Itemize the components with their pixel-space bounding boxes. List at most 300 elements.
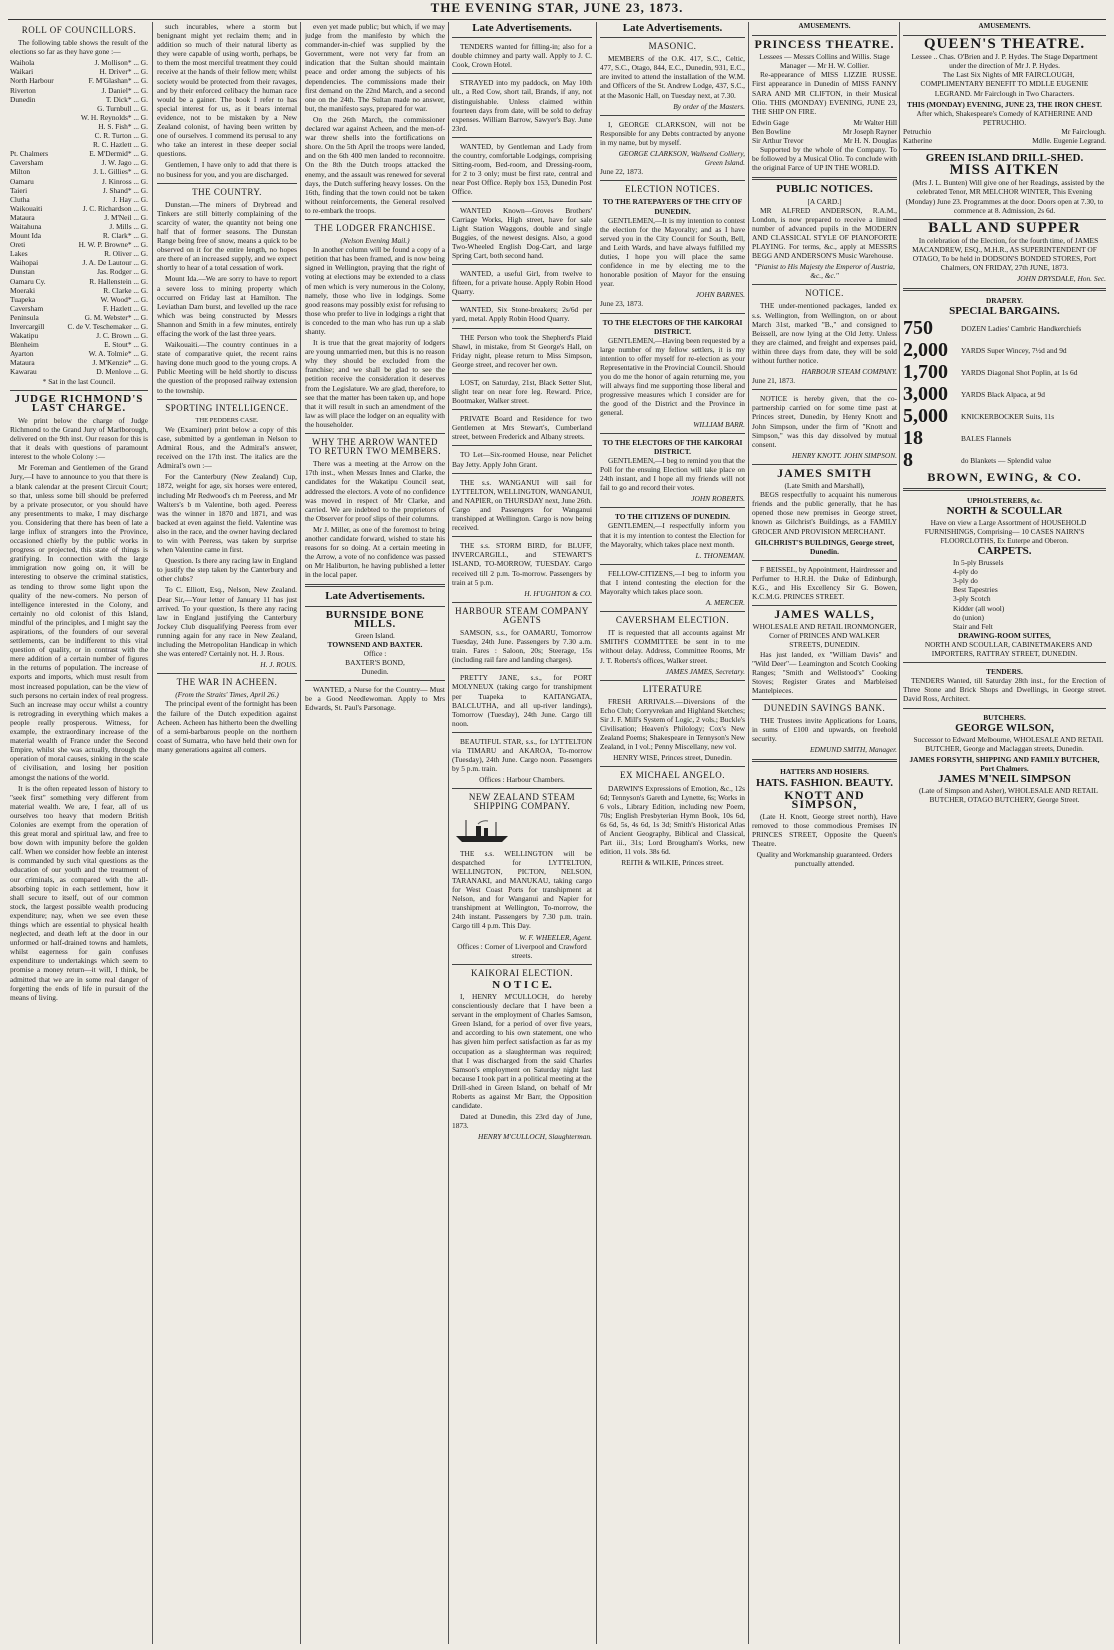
special-heading: SPECIAL BARGAINS. <box>949 305 1060 318</box>
roll-row <box>10 167 148 176</box>
roll-row <box>10 86 148 95</box>
roll-footnote: * Sat in the last Council. <box>42 376 116 386</box>
cast-row <box>903 127 1106 136</box>
divider <box>752 464 897 465</box>
bookseller: HENRY WISE, Princes street, Dunedin. <box>613 753 732 763</box>
divider <box>903 288 1106 291</box>
nz-steam-heading: NEW ZEALAND STEAM SHIPPING COMPANY. <box>468 792 576 812</box>
cast-row <box>752 136 897 145</box>
knott-heading: KNOTT AND SIMPSON, <box>784 787 865 811</box>
divider <box>600 313 745 314</box>
roll-name: H. Driver* ... G. <box>99 67 148 77</box>
walls-heading: JAMES WALLS, <box>774 607 875 622</box>
roll-place: Waihola <box>10 58 35 68</box>
roll-place: Ayarton <box>10 349 34 359</box>
roll-name: J. C. Richardson ... G. <box>82 203 148 213</box>
caversham-signature: JAMES JAMES, Secretary. <box>665 666 745 676</box>
notice-body: GENTLEMEN,—Having been requested by a large number of my fellow settlers, it is my intention to offer myself for re-election as your Representative in the Provincial Council. Should you do me the honor of again returning me, you will always find me supporting those liberal and progressive measures which I consider are for the good of the District and the Province in general. <box>600 335 745 418</box>
roll-name: G. Turnbull ... G. <box>97 103 148 113</box>
roll-row <box>10 349 148 358</box>
roll-name: J. A. De Lautour ... G. <box>82 258 148 268</box>
carpet-item: Kidder (all wool) <box>953 603 1005 613</box>
suites-heading: DRAWING-ROOM SUITES, <box>958 630 1051 640</box>
ns-heading: NORTH & SCOULLAR <box>946 504 1063 517</box>
roll-place: Waitahuna <box>10 221 42 231</box>
roll-name: R. C. Hazlett ... G. <box>92 140 148 150</box>
carpets-heading: CARPETS. <box>977 545 1032 557</box>
cast-role: Sir Arthur Trevor <box>752 136 804 146</box>
divider <box>752 699 897 700</box>
burnside-heading: BURNSIDE BONE MILLS. <box>325 608 425 630</box>
ns-tail: NORTH AND SCOULLAR, CABINETMAKERS AND IMPORTERS, RATTRAY STREET, DUNEDIN. <box>924 639 1093 659</box>
public-notices-heading: PUBLIC NOTICES. <box>776 183 873 196</box>
princess-body: Re-appearance of MISS LIZZIE RUSSE. First appearance in Dunedin of MISS FANNY SARA AND MR CLIFTON, in their Musical Olio. THIS (MONDAY) EVENING, JUNE 23, THE SHIP ON FIRE. <box>752 70 897 116</box>
cast-actor: Mdlle. Eugenie Legrand. <box>1032 136 1106 146</box>
roll-place: Dunstan <box>10 267 35 277</box>
bank-signature: EDMUND SMITH, Manager. <box>809 745 897 755</box>
divider <box>752 284 897 285</box>
column-7 <box>903 22 1106 1644</box>
roll-place: Wakatipu <box>10 331 39 341</box>
tenders-body: TENDERS Wanted, till Saturday 28th inst., for the Erection of Three Stone and Brick Shops and Dwellings, in George street. David Ross, Architect. <box>903 676 1106 704</box>
bank-heading: DUNEDIN SAVINGS BANK. <box>763 703 886 713</box>
divider <box>157 673 297 674</box>
roll-row <box>10 240 148 249</box>
wilson-heading: GEORGE WILSON, <box>955 721 1054 734</box>
masonic-signature: By order of the Masters. <box>673 101 745 111</box>
divider <box>305 433 445 434</box>
divider <box>903 149 1106 150</box>
roll-name: J. Kinross ... G. <box>102 176 148 186</box>
queens-play: THIS (MONDAY) EVENING, JUNE 23, THE IRON CHEST. <box>907 99 1102 109</box>
queens-cast <box>903 127 1106 145</box>
bargain-row <box>903 318 1106 338</box>
roll-name: R. Clark* ... G. <box>102 231 148 241</box>
lodger-source: (Nelson Evening Mail.) <box>340 236 410 246</box>
roll-place: Riverton <box>10 85 36 95</box>
roll-row <box>10 131 148 140</box>
carpet-item: Stair and Felt <box>953 621 993 631</box>
divider <box>10 390 148 391</box>
amusements-heading: AMUSEMENTS. <box>798 22 851 30</box>
sporting-para: We (Examiner) print below a copy of this case, submitted by a gentleman in Nelson to Admiral Rous, and the Admiral's answer, received on the 17th inst. The italics are the Admiral's own :— <box>157 424 297 471</box>
ns-body: Have on view a Large Assortment of HOUSEHOLD FURNISHINGS, Comprising— 10 CASES NAIRN'S FLOORCLOTHS, Ex Euterpe and Oberon. <box>924 517 1087 545</box>
bargain-row <box>903 362 1106 382</box>
notice-body: GENTLEMEN,—It is my intention to contest the election for the Mayoralty; and as I have served you in the City Council for South, Bell, and Leith Wards, and have always fulfilled my duties, I hope you will place the same confidence in me by electing me to the honorable position of Mayor for the ensuing year. <box>600 215 745 289</box>
roll-name: C. de V. Teschemaker ... G. <box>67 322 148 331</box>
roll-name: J. Mollison* ... G. <box>94 58 148 68</box>
sporting-subtitle: THE PEDDERS CASE. <box>195 416 259 424</box>
bargain-text: YARDS Super Wincey, 7½d and 9d <box>961 345 1067 355</box>
roll-row <box>10 195 148 204</box>
cast-role: Katherine <box>903 136 933 146</box>
divider <box>305 219 445 220</box>
divider <box>452 602 592 603</box>
harbour-offices: Offices : Harbour Chambers. <box>479 775 565 785</box>
roll-row <box>10 149 148 158</box>
roll-row <box>10 231 148 240</box>
classified-ad: THE s.s. WANGANUI will sail for LYTTELTON, WELLINGTON, WANGANUI, and NAPIER, on THURSDAY next, June 26th. Cargo and Passengers for Wanganui transhipped at Wellington. Cargo is now being received. <box>452 477 592 533</box>
divider <box>305 584 445 587</box>
roll-row <box>10 304 148 313</box>
smith-body: BEGS respectfully to acquaint his numerous friends and the public generally, that he has opened those new premises in George street, known as Gilchrist's Buildings, as a FAMILY GROCER AND PROVISION MERCHANT. <box>752 490 897 536</box>
literature-body: FRESH ARRIVALS.—Diversions of the Echo Club; Corryvrekan and Highland Sketches; Sir J. F. Mill's System of Logic, 2 vols.; Buckle's Civilisation; Heaven's Philology; Cox's New Zealand Poems; Shakespeare in Tennyson's New Zealand, in I vol.; Penny Miscellany, new vol. <box>600 696 745 752</box>
lodger-para: It is true that the great majority of lodgers are young unmarried men, but this is no reason why they should be excluded from the franchise; and we shall be glad to see the petition receive the consideration it deserves from the Legislature. We are glad, therefore, to see that the matter has been taken up, and hope that it will result in such an amendment of the law as will place the lodger on an equality with the householder. <box>305 338 445 429</box>
bargain-row <box>903 450 1106 470</box>
roll-place: Waikouaiti <box>10 203 43 213</box>
smith-heading: JAMES SMITH <box>777 465 872 480</box>
cast-role: Ben Bowline <box>752 126 791 136</box>
card-heading: [A CARD.] <box>807 196 842 206</box>
divider <box>752 759 897 762</box>
burnside-line: BAXTER'S BOND, <box>345 658 405 667</box>
divider <box>600 37 745 38</box>
notice-date: June 23, 1873. <box>600 299 644 309</box>
roll-row <box>10 249 148 258</box>
roll-name: F. M'Glashan* ... G. <box>88 76 148 86</box>
roll-name: W. A. Tolmie* ... G. <box>88 349 148 359</box>
sporting-para: For the Canterbury (New Zealand) Cup, 1872, weight for age, six horses were entered, including Mr Redwood's ch m Peeress, and Mr Walters's b m Valentine, both aged. Peeress was the winner in 1870 and 1871, and was backed at even against the field. Valentine was also in the race, and the owner having declared to win with Peeress, was taken by surprise when Valentine came in first. <box>157 472 297 555</box>
bargain-qty: 750 <box>903 317 933 340</box>
divider <box>452 732 592 733</box>
harbour-notice: THE under-mentioned packages, landed ex s.s. Wellington, from Wellington, on or about March 31st, marked "B.," and consigned to Beissell, are now lying at the Old Jetty. Unless they are claimed, and freight and expenses paid, within three days from date, they will be sold without further notice. <box>752 301 897 365</box>
ball-signature: JOHN DRYSDALE, Hon. Sec. <box>1017 274 1106 284</box>
clarkson-body: I, GEORGE CLARKSON, will not be Responsible for any Debts contracted by anyone in my name, but by myself. <box>600 119 745 147</box>
roll-name: R. Oliver ... G. <box>104 249 148 259</box>
roll-place: Lakes <box>10 249 28 259</box>
sporting-signature: H. J. ROUS. <box>260 660 297 670</box>
angelo-body: DARWIN'S Expressions of Emotion, &c., 12s 6d; Tennyson's Gareth and Lynette, 6s; Works in 6 vols., Library Edition, including new Poem, 70s; English Presbyterian Hymn Book, 10s 6d, 6s 6d, 5s, 4s 6d, 1s 3d; Smith's Historical Atlas of Ancient Geography, Biblical and Classical, Part iii., 31s; Lord Brougham's Works, new edition, 11 vols. 38s 6d. <box>600 783 745 857</box>
notice-heading: TO THE ELECTORS OF THE KAIKORAI DISTRICT. <box>602 437 743 456</box>
divider <box>452 536 592 537</box>
bargain-qty: 8 <box>903 449 913 472</box>
roll-row <box>10 277 148 286</box>
roll-place: Waikari <box>10 67 34 77</box>
divider <box>452 473 592 474</box>
gilchrist-buildings: GILCHRIST'S BUILDINGS, George street, Dunedin. <box>754 537 895 556</box>
cast-role: Petruchio <box>903 126 932 136</box>
bookseller: REITH & WILKIE, Princes street. <box>621 858 724 868</box>
classified-ad: TO Let—Six-roomed House, near Pelichet Bay Jetty. Apply John Grant. <box>452 450 592 469</box>
article-para: such incurables, where a storm but benignant might yet reclaim them; and in addition so much of their natural liberty as they were capable of using worth, perhaps, be to them the most merciful treatment they could receive at the hands of their fellow men; whilst society would be protected from their ravages, and by their enforced celibacy the human race would be a gainer. The book I refer to has special interest for us, as it bears internal evidence, not to be mistaken by a New Zealand colonist, of having been written by one of ourselves. I commend its perusal to any who take an interest in these deeper social questions. <box>157 22 297 159</box>
roll-place: Caversham <box>10 303 44 313</box>
caversham-body: IT is requested that all accounts against Mr SMITH'S COMMITTEE be sent in to me without delay. Address, Committee Rooms, Mr J. T. Roberts's offices, Walker street. <box>600 628 745 665</box>
roll-place: Mataura <box>10 212 35 222</box>
notice-body: I, HENRY M'CULLOCH, do hereby conscientiously declare that I have been a servant in the employment of Charles Samson, Green Island, for a period of over five years, and according to his own statement, one who has given him perfect satisfaction as far as my occupation as a slaughterman was required; that I was discharged from the said Charles Samson's employment on Saturday night last because I took part in a political meeting at the Drill-shed in Green Island, on behalf of Mr Roberts as against Mr Barr, the Opposition candidate. <box>452 991 592 1111</box>
roll-row <box>10 295 148 304</box>
cast-row <box>752 118 897 127</box>
queens-after: After which, Shakespeare's Comedy of KATHERINE AND PETRUCHIO. <box>916 108 1093 127</box>
walls-address: Corner of PRINCES AND WALKER STREETS, DUNEDIN. <box>769 631 880 650</box>
war-para: even yet made public; but which, if we may judge from the manifesto by which the commander-in-chief was supplied by the Government, were not very far from an indication that the Sultan should maintain peace and order among the subjects of his dependencies. The commissions made their first demand on the 22nd March, and a second one on the 24th. The Sultan made no answer, but, the manifesto says, prepared for war. <box>305 22 445 113</box>
cast-actor: Mr Joseph Rayner <box>842 126 897 136</box>
roll-name: H. W. P. Browne* ... G. <box>78 240 148 250</box>
divider <box>600 507 745 508</box>
carpet-item: In 5-ply Brussels <box>953 558 1004 568</box>
anderson-body: MR ALFRED ANDERSON, R.A.M., London, is now prepared to receive a limited number of advanced pupils in the MODERN AND CLASSICAL STYLE OF PIANOFORTE PLAYING. For terms, &c., apply at MESSRS BEGG AND ANDERSON'S Music Warehouse. <box>752 205 897 261</box>
wilson-body: Successor to Edward Melbourne, WHOLESALE AND RETAIL BUTCHER, George and Maclaggan streets, Dunedin. <box>913 734 1104 753</box>
notice-date: Dated at Dunedin, this 23rd day of June, 1873. <box>452 1112 592 1131</box>
country-para: Dunstan.—The miners of Drybread and Tinkers are still bitterly complaining of the scarcity of water, the quantity not being one half that of former seasons. The Dunstan Range being free of snow, means a quick to be observed on it for the entire length, no hopes are there of an increased supply, and we expect shortly to hear of a total cessation of work. <box>157 199 297 273</box>
roll-place: Milton <box>10 167 31 177</box>
princess-more: Supported by the whole of the Company. To be followed by a Musical Olio. To conclude with the original Farce of UP IN THE WORLD. <box>752 145 897 173</box>
nz-steam-offices: Offices : Corner of Liverpool and Crawford streets. <box>457 941 587 960</box>
country-para: Mount Ida.—We are sorry to have to report a severe loss to mining property which occurred on Friday last at Hamilton. The Leviathan Dam burst, and levelled up the race which was being constructed by Messrs Shannon and Smith in a few minutes, entirely effacing the work of the last three years. <box>157 274 297 338</box>
brown-ewing: BROWN, EWING, & CO. <box>927 470 1082 485</box>
roll-list <box>10 58 148 376</box>
notice-body: GENTLEMEN,—I respectfully inform you that it is my intention to contest the Election for the Mayoralty, which takes place next month. <box>600 521 745 549</box>
princess-cast <box>752 118 897 145</box>
smith-sub: (Late Smith and Marshall), <box>784 481 865 491</box>
notice-heading: TO THE RATEPAYERS OF THE CITY OF DUNEDIN. <box>602 197 743 216</box>
nurse-ad: WANTED, a Nurse for the Country— Must be a Good Needlewoman. Apply to Mrs Edwards, St. Paul's Parsonage. <box>305 685 445 713</box>
divider <box>305 680 445 681</box>
column-divider <box>300 22 301 1644</box>
aitken-body: (Mrs J. L. Bunten) Will give one of her Readings, assisted by the celebrated Tenor, MR MELCHOR WINTER, This Evening (Monday) June 23. Programmes at the door. Doors open at 7.30, to commence at 8. Admission, 2s 6d. <box>905 178 1105 215</box>
divider <box>752 560 897 561</box>
roll-place: Peninsula <box>10 312 39 322</box>
tenders-heading: TENDERS. <box>986 667 1023 677</box>
column-5 <box>600 22 745 1644</box>
roll-name: J. L. Gillies* ... G. <box>93 167 148 177</box>
divider <box>452 201 592 202</box>
bargain-qty: 2,000 <box>903 339 948 362</box>
divider <box>452 373 592 374</box>
late-ads-heading: Late Advertisements. <box>622 22 723 34</box>
country-title: THE COUNTRY. <box>192 186 262 197</box>
bargain-text: YARDS Diagonal Shot Poplin, at 1s 6d <box>961 367 1078 377</box>
divider <box>305 606 445 607</box>
masonic-body: MEMBERS of the O.K. 417, S.C., Celtic, 477, S.C., Otago, 844, E.C., Dunedin, 931, E.C., are invited to attend the installation of the W.M. and Officers of the St. Andrew Lodge, 437, S.C., at the Masonic Hall, on Tuesday next, at 7.30. <box>600 54 745 100</box>
roll-place: Kawarau <box>10 367 37 377</box>
simpson-body: (Late of Simpson and Asher), WHOLESALE AND RETAIL BUTCHER, OTAGO BUTCHERY, George Street. <box>918 786 1099 805</box>
carpet-item: 4-ply do <box>953 567 978 577</box>
roll-row <box>10 76 148 85</box>
divider <box>452 445 592 446</box>
classified-ad: PRIVATE Board and Residence for two Gentlemen at Mrs Stewart's, Cumberland street, between Frederick and Albany streets. <box>452 414 592 442</box>
cast-actor: Mr Walter Hill <box>853 117 897 127</box>
cast-actor: Mr H. N. Douglas <box>843 136 897 146</box>
bargain-text: YARDS Black Alpaca, at 9d <box>961 389 1045 399</box>
classified-ad: WANTED, a useful Girl, from twelve to fifteen, for a private house. Apply Robin Hood Quarry. <box>452 269 592 297</box>
lodger-title: THE LODGER FRANCHISE. <box>314 222 436 233</box>
roll-place: Oamaru Cy. <box>10 276 46 286</box>
column-divider <box>748 22 749 1644</box>
burnside-line: Green Island. <box>355 630 395 640</box>
roll-name: T. Dick* ... G. <box>105 94 148 104</box>
ball-heading: BALL AND SUPPER <box>928 219 1081 236</box>
aitken-heading: MISS AITKEN <box>949 162 1060 179</box>
roll-row <box>10 258 148 267</box>
divider <box>600 180 745 181</box>
roll-row <box>10 140 148 149</box>
princess-heading: PRINCESS THEATRE. <box>754 37 895 52</box>
war-title: THE WAR IN ACHEEN. <box>176 677 278 688</box>
notice-body: FELLOW-CITIZENS,—I beg to inform you that I intend contesting the election for the Mayoralty which takes place soon. <box>600 568 745 596</box>
divider <box>903 488 1106 491</box>
roll-name: J. Shand* ... G. <box>102 185 148 195</box>
bargain-qty: 3,000 <box>903 383 948 406</box>
bank-body: THE Trustees invite Applications for Loans, in sums of £100 and upwards, on freehold security. <box>752 716 897 744</box>
classified-ad: TENDERS wanted for filling-in; also for a double chimney and party wall. Apply to J. C. Cook, Crown Hotel. <box>452 42 592 70</box>
divider <box>452 37 592 38</box>
roll-place: Mataura <box>10 358 35 368</box>
butchers-heading: BUTCHERS. <box>983 712 1026 722</box>
bargain-row <box>903 406 1106 426</box>
roll-name: J. M'Kenzie* ... G. <box>92 358 148 368</box>
roll-name: J. M'Neil ... G. <box>104 212 148 222</box>
roll-row <box>10 340 148 349</box>
roll-place: Clutha <box>10 194 30 204</box>
roll-place: Blenheim <box>10 340 39 350</box>
cast-row <box>752 127 897 136</box>
caversham-heading: CAVERSHAM ELECTION. <box>615 615 730 626</box>
steamship-icon <box>452 818 512 844</box>
divider <box>600 611 745 612</box>
roll-name: R. Clarke ... G. <box>103 285 148 295</box>
harbour-ad: PRETTY JANE, s.s., for PORT MOLYNEUX (taking cargo for transhipment per Tuapeka to KAITANGATA, BALCLUTHA, and all up-river landings), Tomorrow (Tuesday), 24th June. Cargo till noon. <box>452 673 592 728</box>
upholsterers-heading: UPHOLSTERERS, &c. <box>967 495 1042 505</box>
notice-signature: JOHN BARNES. <box>695 290 745 300</box>
cast-role: Edwin Gage <box>752 117 789 127</box>
divider <box>157 183 297 184</box>
roll-place: Moeraki <box>10 285 36 295</box>
harbour-signature: HARBOUR STEAM COMPANY. <box>801 367 897 377</box>
classified-ad: THE s.s. STORM BIRD, for BLUFF, INVERCARGILL, and STEWART'S ISLAND, TO-MORROW, TUESDAY. Cargo received till 2 p.m. To-morrow. Passengers by train at 5 p.m. <box>452 541 592 587</box>
roll-name: W. Wood* ... G. <box>100 294 148 304</box>
classified-ad: WANTED, by Gentleman and Lady from the country, comfortable Lodgings, comprising Sitting-room, Bed-room, and Dressing-room, for 2 to 3 only; must be first rate, central and near Post Office. Reply box 153, Dunedin Post Office. <box>452 141 592 197</box>
notice-signature: A. MERCER. <box>705 598 745 608</box>
roll-place: Waihopai <box>10 258 39 268</box>
classified-ads <box>452 42 592 587</box>
arrow-title: WHY THE ARROW WANTED TO RETURN TWO MEMBERS. <box>308 437 442 457</box>
roll-title: ROLL OF COUNCILLORS. <box>21 25 137 35</box>
column-2 <box>157 22 297 1644</box>
roll-row <box>10 113 148 122</box>
carpet-item: 3-ply Scotch <box>953 594 991 604</box>
pauer-quote: "Pianist to His Majesty the Emperor of Austria, &c., &c." <box>754 262 895 281</box>
drapery-heading: DRAPERY. <box>985 296 1024 306</box>
princess-lessees: Lessees — Messrs Collins and Willis. Stage Manager — Mr H. W. Collier. <box>759 52 890 71</box>
divider <box>452 264 592 265</box>
angelo-heading: EX MICHAEL ANGELO. <box>620 770 725 781</box>
election-heading: ELECTION NOTICES. <box>625 184 720 195</box>
divider <box>600 115 745 116</box>
arrow-para: There was a meeting at the Arrow on the 17th inst., when Messrs Innes and Clarke, the candidates for the Wakatipu Council seat, addressed the electors. A vote of no confidence was moved in respect of Mr Clarke, and carried. We are indebted to the proprietors of the Observer for proof slips of their columns. <box>305 459 445 523</box>
divider <box>600 680 745 681</box>
lodger-para: In another column will be found a copy of a petition that has been framed, and is now being signed in Wellington, praying that the right of voting at elections may be extended to a class of men which is very numerous in the Colony, namely, those who live in lodgings. Some good reasons may possibly exist for refusing to those who prefer to live in lodgings a right that is conceded to the man who has run up a slab shanty. <box>305 245 445 336</box>
classified-ad: WANTED, Six Stone-breakers; 2s/6d per yard, metal. Apply Robin Hood Quarry. <box>452 305 592 324</box>
bargain-row <box>903 384 1106 404</box>
roll-row <box>10 313 148 322</box>
divider <box>452 328 592 329</box>
roll-name: J. Daniel* ... G. <box>101 85 148 95</box>
beissel-body: F BEISSEL, by Appointment, Hairdresser and Perfumer to H.R.H. the Duke of Edinburgh, K.G., and His Excellency Sir G. Bowen, K.C.M.G. PRINCES STREET. <box>752 564 897 602</box>
roll-place: Taieri <box>10 185 28 195</box>
column-divider <box>152 22 153 1644</box>
roll-name: D. Menlove ... G. <box>96 367 148 377</box>
roll-row <box>10 95 148 104</box>
divider <box>452 964 592 965</box>
divider <box>903 662 1106 663</box>
literature-heading: LITERATURE <box>642 683 703 694</box>
harbour-ad: BEAUTIFUL STAR, s.s., for LYTTELTON via TIMARU and AKAROA, To-morrow (Tuesday), 24th June. Cargo noon. Passengers by 5 p.m. train. <box>452 736 592 774</box>
roll-row <box>10 67 148 76</box>
roll-row <box>10 222 148 231</box>
war-para: On the 26th March, the commissioner declared war against Acheen, and the men-of-war threw shells into the fortifications on shore. On the 5th April the troops were landed, and on the 6th 400 men landed to reconnoitre. On the 8th the Dutch troops attacked the enemy, and the assault was renewed for several days, the Dutch suffering heavy losses. On the 16th, finding that the town could not be taken without reinforcements, the General resolved to re-embark the troops. <box>305 114 445 215</box>
roll-name: H. S. Fish* ... G. <box>98 121 148 131</box>
carpet-item: 3-ply do <box>953 576 978 586</box>
roll-name: C. R. Turton ... G. <box>94 131 148 141</box>
column-1 <box>10 22 148 1644</box>
knott-body: (Late H. Knott, George street north), Have removed to those commodious Premises IN PRINCES STREET, Opposite the Queen's Theatre. <box>752 811 897 849</box>
carpet-list <box>903 558 1106 631</box>
notice-heading: NOTICE. <box>805 288 844 299</box>
queens-lessee: Lessee .. Chas. O'Brien and J. P. Hydes. The Stage Department under the direction of Mr J. P. Hydes. <box>911 52 1098 71</box>
roll-place: Oamaru <box>10 176 34 186</box>
article-para: Gentlemen, I have only to add that there is no business for you, and you are discharged. <box>157 160 297 179</box>
hatters-heading: HATTERS AND HOSIERS. <box>780 767 869 777</box>
charge-para: We print below the charge of Judge Richmond to the Grand Jury of Marlborough, delivered on the 9th inst. Our reason for this is that it deals with questions of paramount interest to the whole Colony :— <box>10 415 148 462</box>
burnside-line: TOWNSEND AND BAXTER. <box>327 639 423 649</box>
bargain-text: BALES Flannels <box>961 433 1012 443</box>
roll-row <box>10 204 148 213</box>
arrow-para: Mr J. Miller, as one of the foremost to bring another candidate forward, wished to state his reasons for so doing. At a certain meeting in the Arrow, a vote of no confidence was passed on Mr Haliburton, he having published a letter in the local paper. <box>305 524 445 580</box>
masthead: THE EVENING STAR, JUNE 23, 1873. <box>430 0 684 15</box>
roll-row <box>10 104 148 113</box>
bargain-text: do Blankets — Splendid value <box>961 455 1052 465</box>
roll-row <box>10 358 148 367</box>
war-source: (From the Straits' Times, April 26.) <box>175 690 279 700</box>
roll-row <box>10 58 148 67</box>
notice-signature: JOHN ROBERTS. <box>691 494 745 504</box>
sporting-title: SPORTING INTELLIGENCE. <box>165 402 289 413</box>
bargain-qty: 1,700 <box>903 361 948 384</box>
kaikorai-heading: KAIKORAI ELECTION. <box>471 967 573 978</box>
column-divider <box>596 22 597 1644</box>
knott-tail: Quality and Workmanship guaranteed. Orders punctually attended. <box>756 850 893 869</box>
partnership-signature: HENRY KNOTT. JOHN SIMPSON. <box>791 450 897 460</box>
notice-body: GENTLEMEN,—I beg to remind you that the Poll for the ensuing Election will take place on 24th instant, and I hope all my friends will not fail to go and record their votes. <box>600 455 745 493</box>
queens-body: The Last Six Nights of MR FAIRCLOUGH, COMPLIMENTARY BENEFIT TO MDLLE EUGENIE LEGRAND. Mr Fairclough in Two Characters. <box>920 70 1089 98</box>
roll-intro: The following table shows the result of the elections so far as they have gone :— <box>10 38 148 57</box>
roll-name: J. Hay ... G. <box>112 194 148 204</box>
sporting-para: Question. Is there any racing law in England to justify the step taken by the Canterbury and other clubs? <box>157 556 297 584</box>
drill-heading: GREEN ISLAND DRILL-SHED. <box>925 152 1084 165</box>
notice-heading: TO THE ELECTORS OF THE KAIKORAI DISTRICT. <box>602 317 743 336</box>
classified-ad: STRAYED into my paddock, on May 10th ult., a Red Cow, short tail, Brands, if any, not distinguishable. Unless claimed within fourteen days from date, will be sold to defray expenses. William Barrow, Sawyer's Bay. June 23rd. <box>452 78 592 133</box>
masonic-heading: MASONIC. <box>648 41 697 52</box>
carpet-item: Best Tapestries <box>953 585 998 595</box>
divider <box>600 564 745 565</box>
nz-steam-signature: W. F. WHEELER, Agent. <box>519 932 592 942</box>
bargain-row <box>903 340 1106 360</box>
cast-actor: Mr Fairclough. <box>1061 126 1106 136</box>
bargain-qty: 5,000 <box>903 405 948 428</box>
hats-heading: HATS. FASHION. BEAUTY. <box>755 776 894 789</box>
sporting-para: To C. Elliott, Esq., Nelson, New Zealand. Dear Sir,—Your letter of January 11 has just arrived. To your question, Is there any racing law in England justifying the Canterbury Jockey Club disqualifying Peeress from ever running again for any race in New Zealand, including the Metropolitan Handicap in which she was entered? Certainly not. H. J. Rous. <box>157 585 297 659</box>
divider <box>600 433 745 434</box>
divider <box>752 605 897 606</box>
roll-place: Oreti <box>10 240 26 250</box>
bargain-row <box>903 428 1106 448</box>
notice-heading: N O T I C E. <box>492 978 552 991</box>
ball-body: In celebration of the Election, for the fourth time, of JAMES MACANDREW, ESQ., M.H.R., AS SUPERINTENDENT OF OTAGO, To be held in DODSON'S BONDED STORES, Port Chalmers, ON FRIDAY, 27th JUNE, 1873. <box>912 235 1099 273</box>
harbour-date: June 21, 1873. <box>752 376 796 386</box>
forsyth-heading: JAMES FORSYTH, SHIPPING AND FAMILY BUTCHER, Port Chalmers. <box>909 754 1100 773</box>
column-4 <box>452 22 592 1644</box>
divider <box>903 708 1106 709</box>
